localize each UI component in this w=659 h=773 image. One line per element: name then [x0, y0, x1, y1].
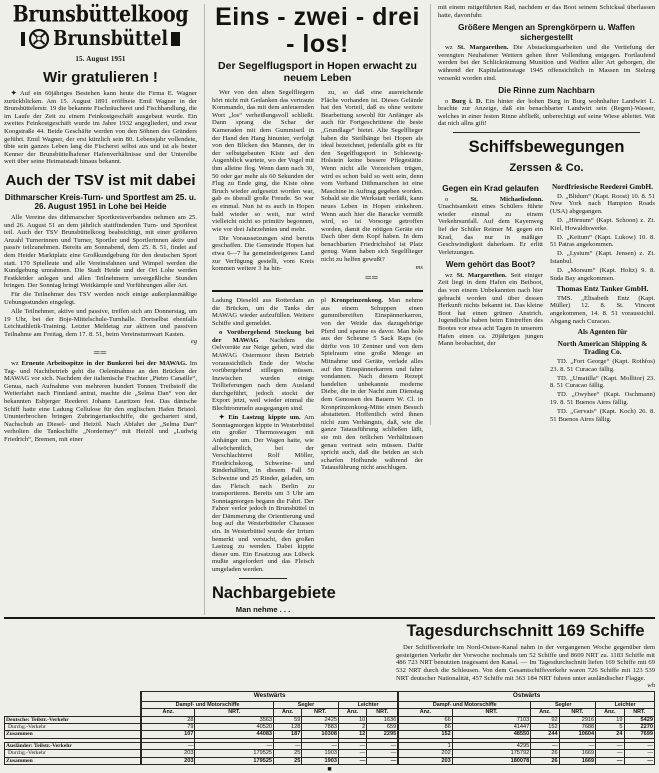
header-group-leichter-east: Leichter: [596, 701, 655, 708]
cell: 1903: [302, 757, 339, 764]
town-crest-icon: [28, 28, 50, 50]
lastzug-text: Am Sonntagmorgen kippte in Westerbüttel ein großer Thermoswagen mit Anhänger um. Der Wagen hatte, wie allwöchentlich, bei der Verschlachterei Rolf Möller, Friedrichskoog, Schweine- und Rinderhälften, in diesem Fall 50 Schweine und 25 Rinder, geladen, um das Fleisch nach Berlin zu transportieren. Bereits um 3 Uhr am Sonntagmorgen begann die Fahrt. Der Fahrer verlor jedoch in Brunsbüttel in der Dämmerung die Orientierung und bog auf die Westerbütteler Chaussee ein. In Westerbüttel wurde der Irrtum bemerkt und versucht, den großen Lastzug zu wenden. Dabei kippte dieser um. Ein Ersatzzug aus Lübeck mußte angefordert und das Fleisch umgeladen werden.: [212, 414, 314, 574]
bunkerei-lead: Erneute Arbeitsspitze in der Bunkerei bei der MAWAG.: [21, 360, 187, 368]
kronprinzen-text: Man nehme aus einem Schuppen einen gummibereiften Einspännerkarren, von der Weide das dazugehörige Pferd und spanne es davor. Man hole aus der Scheune 5 Sack Raps (es dürfte von 10 Zentner und von dem Spielraum eine große Menge an Mitnahme und Geräte, verlade alles auf den Einspännerkarren und fahre vondannen. Nach diesem Rezept handelten unbekannte moderne Diebe, die in der Nacht zum Dienstag dem Genossen des Bauern W. Cl. in Kronprinzenkoog-Mitte einen Besuch abstatteten. Hoffentlich wird ihnen nicht zum Verhängnis, daß, wie die ganze Tatausführung schließen läßt, sie mit den örtlichen Verhältnissen genau vertraut sein müssen. Dafür spricht auch, daß die beiden an sich scharfen Hofhunde während der Tatausführung nicht anschlugen.: [321, 297, 423, 472]
cell: 5: [596, 723, 624, 730]
ship-entry: D. „Keitum“ (Kapt. Lukow) 10. 8. 51 Patras angekommen.: [550, 233, 655, 249]
cell: 10308: [302, 731, 339, 738]
shipping-col-left: [438, 180, 543, 425]
cell: 2: [338, 723, 366, 730]
subheading-man-nehme: Man nehme . . .: [235, 604, 291, 614]
cell: 187: [274, 731, 302, 738]
article-rinne: [438, 98, 655, 128]
cell: 7103: [452, 716, 531, 723]
cell: —: [367, 750, 398, 757]
cell: 4295: [452, 742, 531, 749]
lead-story-col-b: [321, 89, 423, 285]
masthead-date: 15. August 1951: [75, 55, 126, 63]
cell: 2425: [302, 716, 339, 723]
bunkerei-text: Im Tag- und Nachtbetrieb geht die Oelentnahme an den Brücken der MAWAG vor sich. Nachdem der italienische Frachter „Pietro Canaille“, Genua, nach Aufnahme von mehreren hundert Tonnen Treibstoff die Weiterfahrt nach Finnland antrat, machte die „Selma Dan“ von der bekannten Esbjerger Reederei Johann Lauritzen fest. Das dänische Schiff hatte eine Ladung Cellulose für den englischen Hafen Bristol. Ununterbrochen bringen Zubringertankschiffe, die gechartert sind, Nachschub an Diesel- und Heizöl. Nach Abfahrt der „Selma Dan“ verholten die Tankschiffe „Norderney“ mit Heizöl und „Ludwig Friedrich“, Bremen, mit einer: [4, 360, 198, 443]
cell: 203: [398, 757, 452, 764]
cell: 1903: [302, 750, 339, 757]
bottom-inner: [4, 622, 655, 691]
rinne-bullet: o: [445, 97, 449, 105]
boot-text: Seit einiger Zeit liegt in dem Hafen ein Beiboot, das von einem Unbekannten nach hier gebracht worden und über dessen Herkunft nichts bekannt ist. Das kleine Boot hat einen grünen Anstrich. Jugendliche haben beim Eintreffen des Bootes vor etwa acht Tagen in unserem Hafen einen ca. 20jährigen jungen Mann beobachtet, der: [438, 271, 543, 348]
headline-gratulieren: Wir gratulieren !: [43, 69, 158, 86]
table-row: [5, 742, 655, 749]
article-stockung: [212, 329, 314, 413]
cell: 179525: [195, 750, 274, 757]
lead-subheadline: Der Segelflugsport in Hopen erwacht zu neuem Leben: [218, 60, 417, 84]
cell: 24: [596, 731, 624, 738]
shipping-col-right: [550, 180, 655, 425]
boot-prefix: wz: [445, 271, 453, 279]
cell: 2270: [624, 723, 655, 730]
cell: —: [596, 757, 624, 764]
article-lastzug: [212, 414, 314, 573]
header-nrt: NRT.: [452, 709, 531, 716]
center-column: [204, 4, 430, 615]
row-label-group: [5, 716, 142, 723]
spreng-text: Die Abstackungsarbeiten und die Vertiefung der verengten Neuhafener Wettern gehen ihrer Vollendung entgegen. Fortlaufend werden bei der Schlickräumung Munition und Waffen aller Art geborgen, die während der Kapitulationstage 1945 offensichtlich in Massen im Sielzug versenkt worden sind.: [438, 44, 655, 82]
table-header-group-row: [5, 701, 655, 708]
heading-schiffsbewegungen: Schiffsbewegungen: [468, 138, 625, 157]
kronprinzen-article: [321, 297, 423, 472]
cell: 26: [531, 750, 559, 757]
cell: 7699: [624, 731, 655, 738]
tsv-paragraph-2: Für die Teilnehmer des TSV werden noch einige außerplanmäßige Uebungsstunden eingelegt.: [4, 291, 197, 306]
cell: 41447: [452, 723, 531, 730]
stockung-lead: Vorübergehend Stockung bei der MAWAG: [212, 329, 314, 344]
cell: 7883: [302, 723, 339, 730]
row-label-total: Zusammen: [5, 731, 142, 738]
cell: 7688: [559, 723, 596, 730]
kronprinzen-lead: Kronprinzenkoog.: [331, 297, 384, 305]
headline-tsv: Auch der TSV ist mit dabei: [5, 171, 196, 189]
row-label: Durchg.-Verkehr: [5, 723, 142, 730]
group-name: Ausländer:: [6, 742, 33, 749]
table-row: [5, 750, 655, 757]
corner-blank: [5, 692, 142, 701]
ship-entry: TMS. „Elisabeth Entz (Kapt. Müller) 12. 8. St. Vincent angekommen, 14. 8. 51 voraussichtl. Abgang nach Curacao.: [550, 294, 655, 325]
article-wagner-text: Auf ein 60jähriges Bestehen kann heute die Firma E. Wagner zurückblicken. Am 15. August 1891 eröffnete Emil Wagner in der Brunsbüttelerstr. 19 die bekannte Fischräucherei und Fischhandlung, die im Laufe der Zeit zu einem Feinkostgeschäft ausgebaut wurde. Ein zweites Feinkostgeschäft wurde im Jahre 1932 angegliedert, und zwar Koogstraße 44. Beide Geschäfte werden von den Söhnen des Gründers geführt. Emil Wagner, der erst kürzlich sein 80. Lebensjahr vollendete, übte sein ganzes Leben lang die Fischerei selbst aus und ist als bester Kenner der Brunsbüttelhafener Hafenverhältnisse und der Unterelbe weit über seine Heimatstadt hinaus bekannt.: [4, 90, 197, 166]
tsv-signature: eg: [190, 338, 197, 346]
header-nrt: NRT.: [559, 709, 596, 716]
cell: 48550: [452, 731, 531, 738]
lead-dingbat: ══: [365, 273, 379, 283]
header-direction-east: Ostwärts: [398, 692, 654, 701]
cell: —: [531, 742, 559, 749]
krad-text: Unachtsamkeit eines Schülers führte wieder einmal zu einem Verkehrsunfall. Auf dem Kayenweg lief der Schüler Reimer M. gegen ein Krad, das nur in mäßiger Geschwindigkeit daherkam. Er erlitt Verletzungen.: [438, 203, 543, 256]
kanal-table-body-german: [5, 716, 655, 764]
kanal-signature: wh: [647, 682, 655, 690]
lead-paragraph-b1: [321, 89, 423, 271]
lastzug-bullet: ✦: [219, 414, 229, 422]
cell: —: [624, 750, 655, 757]
header-group-segler-east: Segler: [531, 701, 596, 708]
masthead-rule-left: [21, 32, 25, 46]
heading-krad: Gegen ein Krad gelaufen: [442, 184, 539, 194]
section-dingbat: ══: [93, 348, 108, 358]
cell: 180078: [452, 757, 531, 764]
lead-story-col-a: [212, 89, 314, 285]
cell: —: [596, 750, 624, 757]
bottom-left-spacer: [4, 622, 396, 691]
lead-paragraph-a2: Die Voraussetzungen sind bereits geschaffen. Die Gemeinde Hopen hat etwa 6—7 ha gemeindeeigenes Land zur Verfügung gestellt, vom Kreis kommen weitere 3 ha hin-: [212, 234, 314, 273]
cell: 44083: [195, 731, 274, 738]
heading-rinne: Die Rinne zum Nachbarn: [498, 86, 595, 96]
masthead-title-line1: Brunsbüttelkoog: [12, 1, 189, 28]
corner-blank-2: [5, 701, 142, 708]
article-bunkerei: [4, 360, 197, 444]
cell: —: [367, 757, 398, 764]
center-divider-rule: [212, 290, 423, 292]
table-row-total: [5, 757, 655, 764]
header-nrt: NRT.: [624, 709, 655, 716]
cell: 128: [274, 723, 302, 730]
lead-headline: Eins - zwei - drei - los!: [215, 3, 420, 58]
cell: —: [596, 742, 624, 749]
boot-continuation: mit einem mitgeführten Rad, nachdem er das Boot seinem Schicksal überlassen hatte, davonfuhr.: [438, 4, 655, 19]
reederei-1-name: Nordfriesische Reederei GmbH.: [551, 182, 654, 192]
header-anz: Anz.: [398, 709, 452, 716]
cell: 28: [141, 716, 195, 723]
boot-lead: St. Margarethen.: [456, 271, 507, 279]
masthead-second-row: [4, 28, 197, 50]
lead-signature: ms: [415, 263, 423, 271]
cell: —: [338, 757, 366, 764]
cell: 152: [531, 723, 559, 730]
cell: 92: [531, 716, 559, 723]
ship-entry: D. „Lystum“ (Kapt. Jensen) z. Zt. Istanbul.: [550, 250, 655, 265]
row-label-group: [5, 742, 142, 749]
header-anz: Anz.: [141, 709, 195, 716]
kanal-intro-text: Der Schiffsverkehr im Nord-Ostsee-Kanal nahm in der vergangenen Woche gegenüber dem gesteigerten Verkehr der Vorwoche nochmals um 52 Schiffe und 8609 NRT zu. 1183 Schiffe mit 486 723 NRT benutzten insgesamt den Kanal. — Im Tagesdurchschnitt liefen 169 Schiffe mit 69 532 NRT durch die Schleusen. Von dem Gesamtschiffsverkehr waren 726 Schiffe mit 123 539 NRT deutscher Nationalität, 457 Schiffe mit 363 184 NRT fuhren unter ausländischer Flagge.: [396, 644, 655, 682]
dingbat-marker: ✦: [11, 90, 20, 97]
cell: —: [338, 742, 366, 749]
cell: 1669: [559, 757, 596, 764]
cell: 152: [398, 731, 452, 738]
rinne-lead: Burg i. D.: [451, 97, 483, 105]
masthead-title-line2: Brunsbüttel: [53, 26, 168, 51]
cell: 26: [531, 757, 559, 764]
row-label: Durchg.-Verkehr: [5, 750, 142, 757]
article-wagner-body: [4, 90, 197, 166]
kronprinzen-prefix: pl: [321, 297, 327, 305]
header-group-motor-east: Dampf- und Motorschiffe: [398, 701, 531, 708]
article-krad: [438, 196, 543, 257]
kanal-traffic-table: [4, 691, 655, 765]
cell: —: [624, 757, 655, 764]
cell: 1636: [367, 716, 398, 723]
cell: 12: [338, 731, 366, 738]
ladung-continuation: Ladung Dieselöl aus Rotterdam an die Brücken, um die Tanks der MAWAG wieder aufzufüllen. Weitere Schiffe sind gemeldet.: [212, 297, 314, 328]
kanal-table-head: [5, 692, 655, 716]
spreng-prefix: wz: [445, 44, 453, 52]
row-label: Teilstr.-Verkehr: [34, 742, 72, 749]
cell: 40520: [195, 723, 274, 730]
agenten-label: Als Agenten für: [577, 327, 628, 337]
table-header-direction-row: [5, 692, 655, 701]
masthead: [4, 1, 197, 63]
cell: 244: [531, 731, 559, 738]
header-nrt: NRT.: [302, 709, 339, 716]
heading-nachbargebiete: Nachbargebiete: [212, 583, 336, 602]
cell: 19: [596, 716, 624, 723]
tsv-kicker: Dithmarscher Kreis-Turn- und Sportfest am 25. u. 26. August 1951 in Lohe bei Heide: [4, 192, 197, 212]
ship-entry: D. „Morsum“ (Kapt. Holtz) 9. 8. Suda Bay angekommen.: [550, 266, 655, 282]
cell: 79: [141, 723, 195, 730]
cell: 175792: [452, 750, 531, 757]
reederei-2-name: Thomas Entz Tanker GmbH.: [556, 284, 649, 294]
kanal-statistics-block: [396, 622, 655, 691]
cell: —: [141, 742, 195, 749]
ship-entry: TD. „Gervais“ (Kapt. Koch) 26. 8. 51 Buenos Aires fällig.: [550, 407, 655, 423]
header-anz: Anz.: [531, 709, 559, 716]
lead-paragraph-b1-text: zu, so daß eine ausreichende Fläche vorhanden ist. Dieses Gelände hat den Vorteil, daß es ohne weitere Bearbeitung sowohl für Anfänger als auch für Fortgeschrittene die beste „Grundlage“ bietet. Alte Segelflieger haben die Steilhänge bei Hopen als ideal bezeichnet, jedenfalls gibt es für den Segelflugsport in Schleswig-Holstein keine bessere Pflegestätte. Wenn nicht alle Vorzeichen trügen, wird es schon bald so weit sein, denn vom Verband Dithmarschen ist eine Maschine in Auftrag gegeben worden. Sobald sie die Werkstatt verläßt, kann neues Leben in Hopen einkehren. Wenn auch hier die Baracke vermißt wird, so ist Vorsorge getroffen worden, damit die nötigen Geräte ein Dach über dem Kopf haben. In dem benachbarten Friedrichshof ist Platz genug. Wann haben sich Segelflieger nicht zu helfen gewußt?: [321, 89, 423, 264]
header-nrt: NRT.: [367, 709, 398, 716]
subheading-zerssen: Zerssen & Co.: [509, 162, 584, 175]
center-lower-col-b: [321, 297, 423, 615]
cell: 1: [398, 742, 452, 749]
stockung-text: Nachdem die Oelvorräte zur Neige gehen, wird die MAWAG Ostermoor ihren Betrieb voraussichtlich Ende der Woche vorübergehend stillegen müssen. Inzwischen wurden einige Teillieferungen nach dem Ausland durchgeführt, jedoch stockt der Export jetzt, weil wieder einmal die Blechtrommeln ausgegangen sind.: [212, 336, 314, 413]
header-nrt: NRT.: [195, 709, 274, 716]
cell: 1669: [559, 750, 596, 757]
kanal-intro: [396, 644, 655, 690]
article-sprengkoerper: [438, 44, 655, 82]
cell: 25: [274, 757, 302, 764]
cell: 59: [274, 716, 302, 723]
center-lower-columns: [212, 297, 423, 615]
ship-entry: D. „Hörnum“ (Kapt. Schoon) z. Zt. Kiel, Howaldtswerke.: [550, 216, 655, 232]
cell: 202: [398, 750, 452, 757]
row-label-total: Zusammen: [5, 757, 142, 764]
header-direction-west: Westwärts: [141, 692, 398, 701]
tsv-paragraph-3-text: Alle Teilnehmer, aktive und passive, treffen sich am Donnerstag, um 19 Uhr, bei der Boje-Mittelschule-Turnhalle. Dortselbst ebenfalls Leichtathletik-Training. Letzter Meldetag zur aktiven und passiven Teilnahme am Freitag, dem 17. 8. 51, beim Vereinsturnwart Kasten.: [4, 308, 197, 338]
tsv-paragraph-1: Alle Vereine des dithmarscher Sportkreisverbandes nehmen am 25. und 26. August 51 an dem jährlich stattfindenden Turn- und Sportfest teil. Auch der TSV Brunsbüttelkoog beabsichtigt, mit einer größeren Anzahl Turnerinnen und Turner, Sportler und Sportlerinnen aktiv und passiv teilzunehmen. Bereits am Sonnabend, dem 25. 8. 51, findet auf dem Heider Marktplatz eine Großkundgebung für den deutschen Sport statt. 170 Spielleute und alle Vereinsfahnen und Wimpel werden die Kundgebung umrahmen. Die Stadt Heide und der Ort Lohe werden Festkleider anlegen und allen Teilnehmern unvergeßliche Stunden bringen. Der Sonntag bringt Wettkämpfe und Vorführungen aller Art.: [4, 213, 197, 290]
cell: 2916: [559, 716, 596, 723]
shipping-columns: [438, 180, 655, 425]
cell: 10: [338, 716, 366, 723]
cell: 3563: [195, 716, 274, 723]
rinne-text: Ein hinter der hohen Burg in Burg wohnhafter Landwirt L. brachte zur Anzeige, daß ein benachbarter Landwirt sein (Regen)-Wasser, welches in einer festen Rinne abfließt, unberechtigt auf seine Wiese ableitet. Wat dat nich allns gift!: [438, 97, 655, 128]
ship-entry: TD. „Fort George“ (Kapt. Rothfos) 23. 8. 51 Curacao fällig.: [550, 357, 655, 373]
masthead-rule-right: [171, 32, 180, 46]
header-anz: Anz.: [274, 709, 302, 716]
heading-sprengkoerper: Größere Mengen an Sprengkörpern u. Waffen sichergestellt: [458, 23, 635, 42]
table-row: [5, 723, 655, 730]
bunkerei-prefix: wz: [11, 360, 19, 368]
table-header-subcol-row: [5, 709, 655, 716]
cell: 66: [398, 716, 452, 723]
cell: —: [274, 742, 302, 749]
table-row: [5, 716, 655, 723]
rinne-end-rule: [453, 132, 640, 133]
ship-entry: TD. „Umatilla“ (Kapt. Mollitor) 23. 8. 51 Curacao fällig.: [550, 374, 655, 390]
corner-blank-3: [5, 709, 142, 716]
cell: 5429: [624, 716, 655, 723]
heading-boot: Wem gehört das Boot?: [445, 260, 536, 270]
ship-entry: D. „Blidum“ (Kapt. Roost) 10. 8. 51 New York nach Hampton Roads (USA) abgegangen.: [550, 192, 655, 215]
cell: 659: [367, 723, 398, 730]
header-anz: Anz.: [596, 709, 624, 716]
cell: 179525: [195, 757, 274, 764]
lead-story-columns: [212, 89, 423, 285]
krad-bullet: o: [445, 195, 449, 203]
cell: 25: [274, 750, 302, 757]
cell: 203: [141, 750, 195, 757]
header-group-leichter-west: Leichter: [338, 701, 398, 708]
spreng-lead: St. Margarethen.: [457, 44, 509, 52]
header-group-segler-west: Segler: [274, 701, 339, 708]
cell: —: [338, 750, 366, 757]
cell: —: [195, 742, 274, 749]
cell: —: [559, 742, 596, 749]
bottom-panel: [4, 617, 655, 773]
group-name: Deutsche:: [6, 716, 30, 723]
reederei-3-name: North American Shipping & Trading Co.: [557, 338, 648, 357]
tsv-paragraph-3: [4, 308, 197, 346]
lastzug-lead: Ein Lastzug kippte um.: [228, 414, 301, 422]
krad-lead: St. Michaelisdonn.: [470, 195, 543, 203]
cell: —: [367, 742, 398, 749]
cell: 86: [398, 723, 452, 730]
cell: 10604: [559, 731, 596, 738]
stockung-bullet: o: [219, 329, 227, 337]
lastzug-end-rule: [239, 578, 288, 579]
cell: 203: [141, 757, 195, 764]
table-row-total: [5, 731, 655, 738]
cell: 2295: [367, 731, 398, 738]
row-label: Teilstr.-Verkehr: [30, 716, 69, 723]
cell: 107: [141, 731, 195, 738]
ship-entry: TD. „Owyhee“ (Kapt. Oschmann) 19. 8. 51 Buenos Aires fällig.: [550, 391, 655, 406]
right-column: [430, 4, 655, 425]
left-column: [4, 1, 204, 445]
main-columns: [4, 1, 655, 615]
table-footer-dingbat: ■: [327, 764, 332, 773]
cell: —: [624, 742, 655, 749]
header-group-motor-west: Dampf- und Motorschiffe: [141, 701, 274, 708]
cell: —: [302, 742, 339, 749]
lead-paragraph-a1: Wer von den alten Segelfliegern hört nicht mit Gedanken das vertraute Kommando, das mit dem anfeuernden Wort „los“ verheißungsvoll schließt. Dann sprang die Schar der Kameraden mit dem Gummiseil in der Hand den Hang hinunter, verfolgt von den Blicken des Mannes, der in der selbstgebauten Kiste auf den Augenblick wartete, wo der Vogel mit ihm alleine flog. Wenn dann nach 30, 50 oder gar mehr als 60 Sekunden der Flug zu Ende ging, die Kiste ohne Bruch wieder aufgesetzt worden war, gab es überall große Freude. So war es einmal. Nun ist es auch in Hopen bald wieder so weit, nur wird vielleicht nicht so primitiv begonnen, wie vor drei Jahrzehnten und mehr.: [212, 89, 314, 233]
kanal-headline: Tagesdurchschnitt 169 Schiffe: [406, 622, 645, 641]
article-boot: [438, 272, 543, 348]
header-anz: Anz.: [338, 709, 366, 716]
